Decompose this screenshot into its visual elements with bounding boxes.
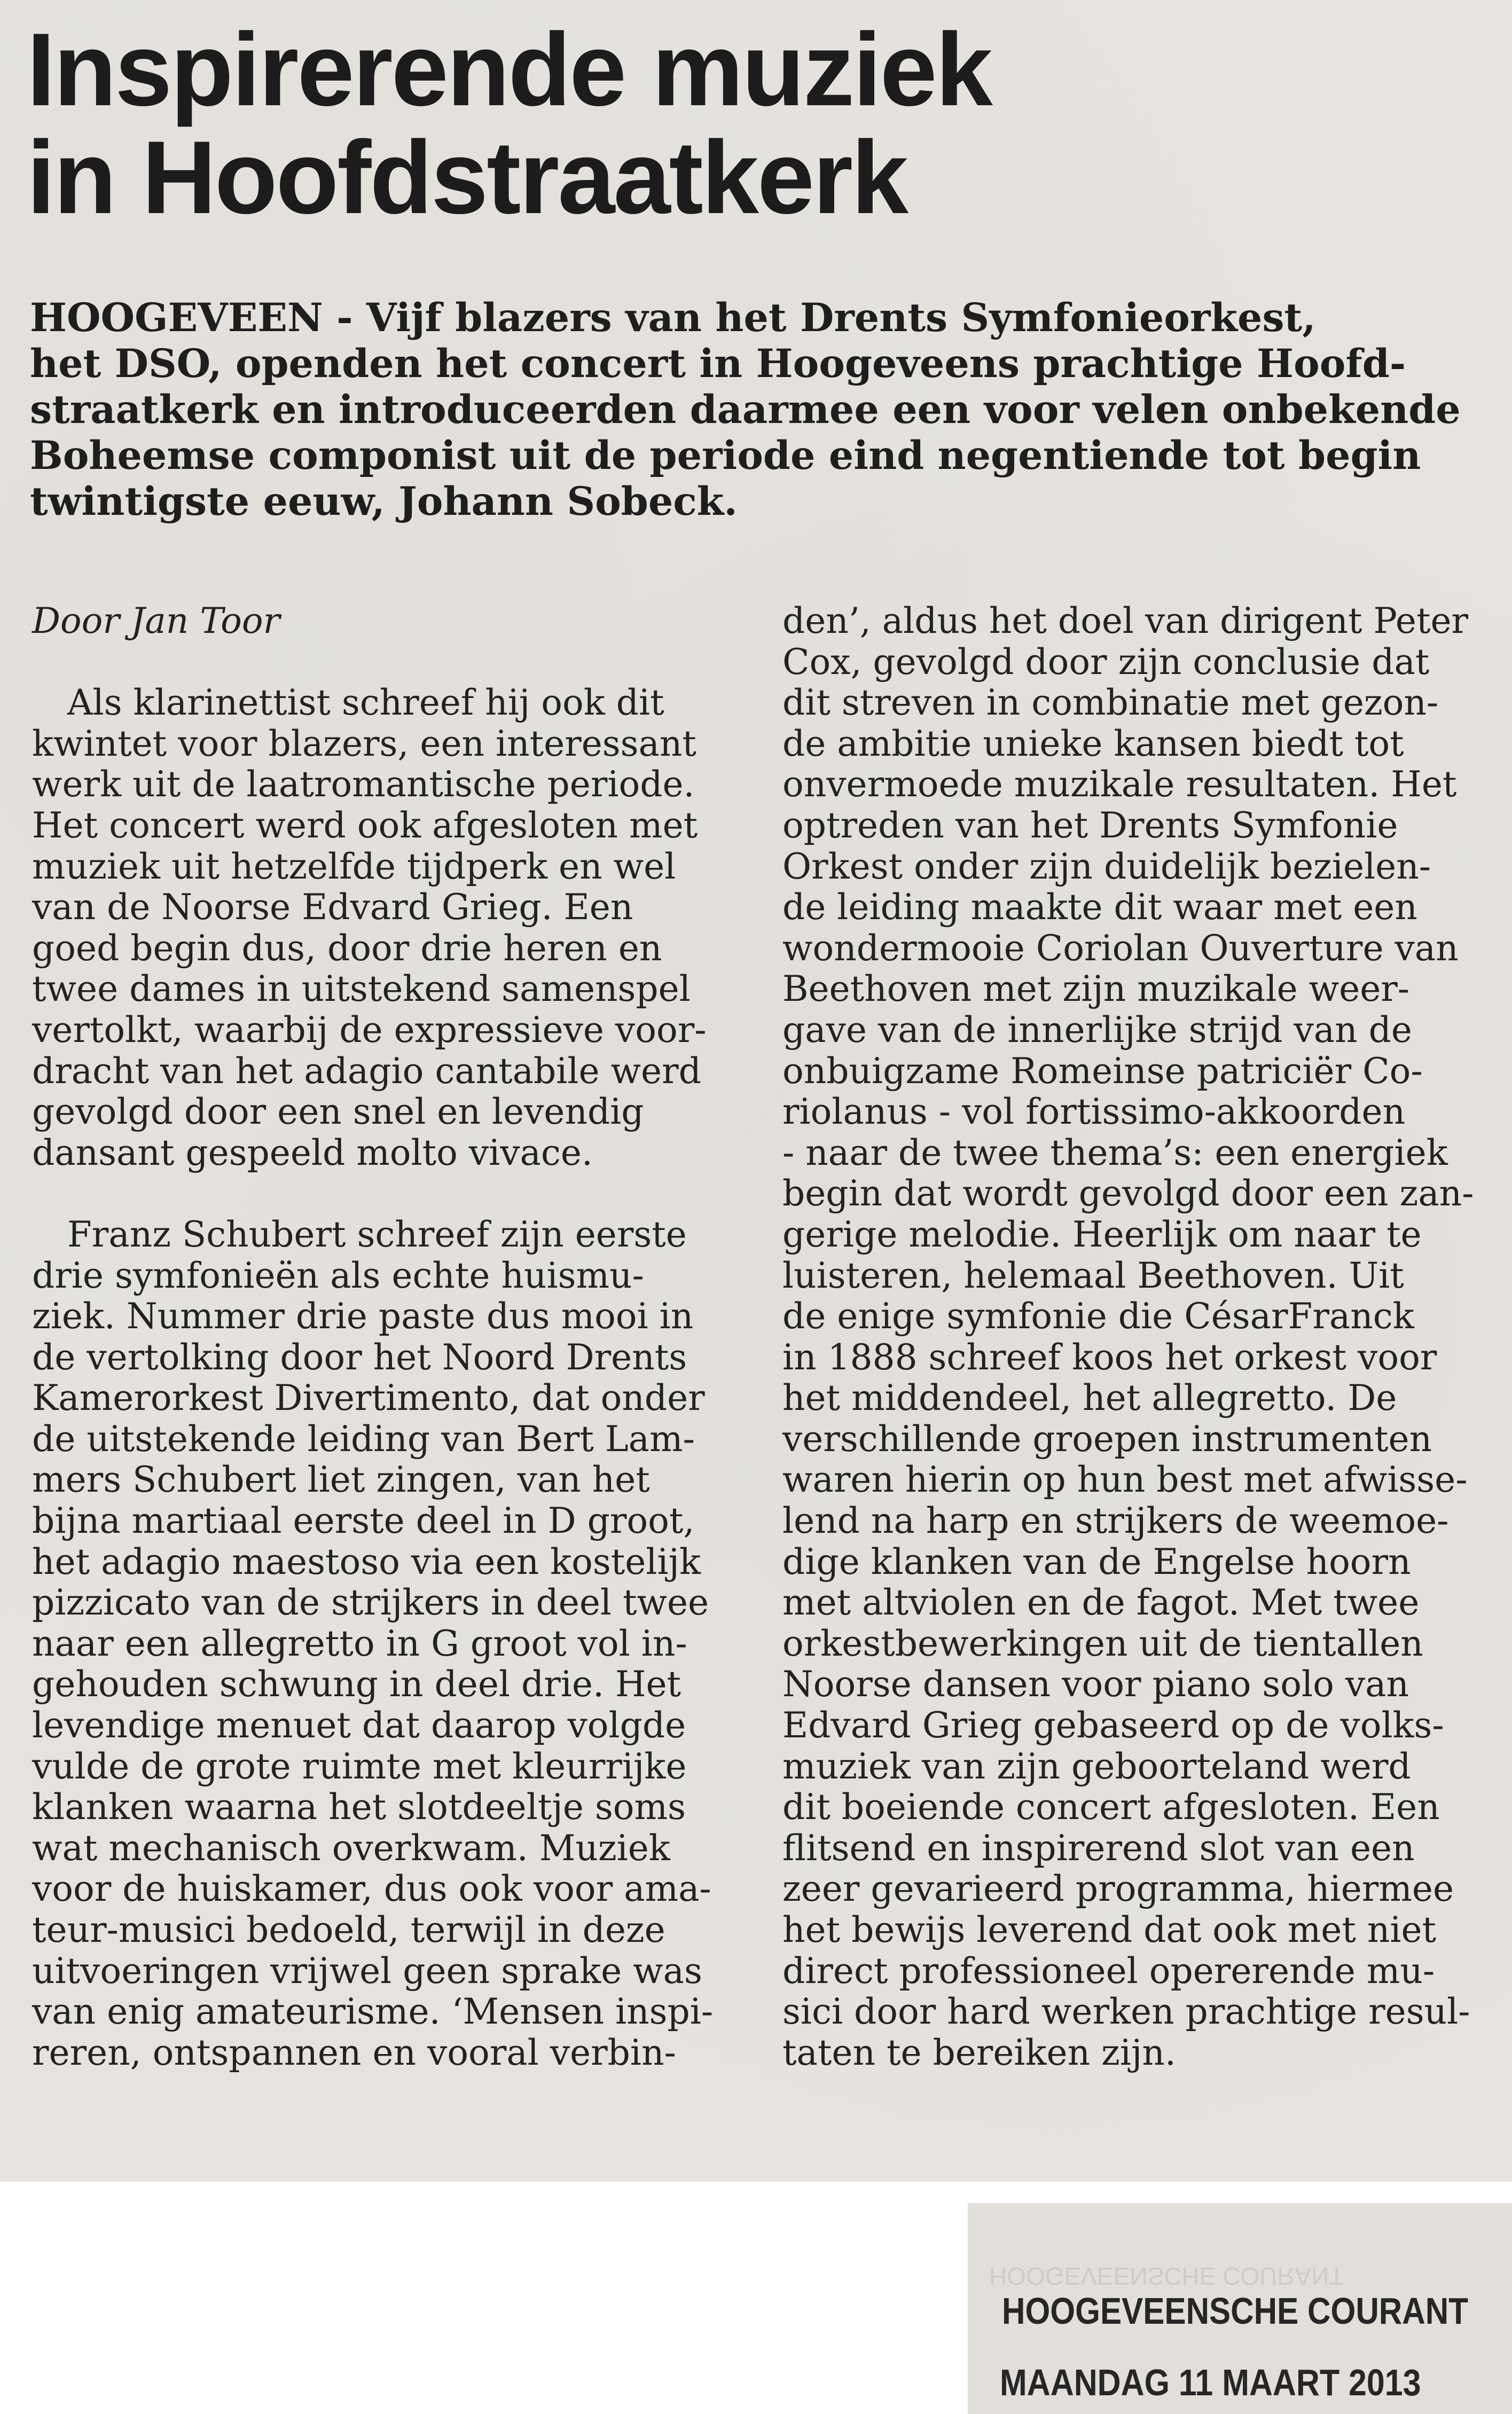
column-1-line: mers Schubert liet zingen, van het — [32, 1459, 650, 1501]
column-2-line: muziek van zijn geboorteland werd — [782, 1745, 1411, 1787]
headline — [27, 12, 1501, 236]
column-2-line: de ambitie unieke kansen biedt tot — [782, 723, 1404, 764]
column-2-line: den’, aldus het doel van dirigent Peter — [782, 600, 1469, 641]
column-2-line: direct professioneel opererende mu- — [782, 1950, 1435, 1992]
column-2-line: het middendeel, het allegretto. De — [782, 1377, 1397, 1419]
column-2-line: - naar de twee thema’s: een energiek — [782, 1132, 1448, 1173]
column-2-line: Beethoven met zijn muzikale weer- — [782, 968, 1410, 1010]
column-2-line: dit boeiende concert afgesloten. Een — [782, 1786, 1440, 1828]
column-2-line: zeer gevarieerd programma, hiermee — [782, 1868, 1454, 1910]
column-1-line: dansant gespeeld molto vivace. — [32, 1132, 593, 1173]
lead-paragraph — [30, 295, 1493, 524]
column-2-line: luisteren, helemaal Beethoven. Uit — [782, 1255, 1404, 1296]
column-1-line: werk uit de laatromantische periode. — [32, 764, 695, 805]
headline-line-2: in Hoofdstraatkerk — [27, 120, 907, 236]
column-2-line: dit streven in combinatie met gezon- — [782, 682, 1439, 724]
column-1-line: de vertolking door het Noord Drents — [32, 1336, 687, 1378]
column-1-line: bijna martiaal eerste deel in D groot, — [32, 1500, 695, 1542]
column-1-line: teur-musici bedoeld, terwijl in deze — [32, 1909, 665, 1950]
column-2-line: de enige symfonie die CésarFranck — [782, 1296, 1414, 1337]
column-2-line: waren hierin op hun best met afwisse- — [782, 1459, 1468, 1501]
column-2-line: begin dat wordt gevolgd door een zan- — [782, 1173, 1474, 1214]
column-2-line: lend na harp en strijkers de weemoe- — [782, 1500, 1449, 1542]
column-1-line: Kamerorkest Divertimento, dat onder — [32, 1377, 705, 1419]
publication-date: MAANDAG 11 MAART 2013 — [1000, 2362, 1421, 2403]
lead-line-1: HOOGEVEEN - Vijf blazers van het Drents Symfonieorkest, — [30, 295, 1316, 341]
column-1-line: gevolgd door een snel en levendig — [32, 1091, 644, 1133]
lead-line-4: Boheemse componist uit de periode eind negentiende tot begin — [30, 433, 1421, 479]
column-2-line: riolanus - vol fortissimo-akkoorden — [782, 1091, 1406, 1133]
byline: Door Jan Toor — [32, 600, 280, 641]
newspaper-source-label — [968, 2203, 1512, 2414]
article-column-1 — [32, 601, 742, 2073]
newspaper-name: HOOGEVEENSCHE COURANT — [1002, 2290, 1468, 2332]
column-2-line: gerige melodie. Heerlijk om naar te — [782, 1213, 1422, 1255]
lead-line-2: het DSO, openden het concert in Hoogeveens prachtige Hoofd- — [30, 341, 1406, 387]
column-1-line: van enig amateurisme. ‘Mensen inspi- — [32, 1991, 714, 2033]
column-1-line: muziek uit hetzelfde tijdperk en wel — [32, 845, 676, 887]
column-1-line: Het concert werd ook afgesloten met — [32, 804, 698, 846]
column-1-line: naar een allegretto in G groot vol in- — [32, 1623, 687, 1664]
article-column-2 — [782, 601, 1493, 2073]
column-2-line: in 1888 schreef koos het orkest voor — [782, 1336, 1437, 1378]
column-1-line: het adagio maestoso via een kostelijk — [32, 1541, 701, 1582]
column-2-line: taten te bereiken zijn. — [782, 2032, 1176, 2073]
column-1-line: Franz Schubert schreef zijn eerste — [67, 1213, 687, 1255]
paragraph-gap — [32, 642, 742, 683]
headline-line-1: Inspirerende muziek — [27, 12, 991, 128]
column-1-line: de uitstekende leiding van Bert Lam- — [32, 1418, 695, 1460]
column-2-line: Orkest onder zijn duidelijk bezielen- — [782, 845, 1431, 887]
column-2-line: Cox, gevolgd door zijn conclusie dat — [782, 641, 1430, 683]
lead-line-5: twintigste eeuw, Johann Sobeck. — [30, 479, 738, 524]
column-2-line: onbuigzame Romeinse patriciër Co- — [782, 1050, 1423, 1092]
column-2-line: Noorse dansen voor piano solo van — [782, 1664, 1409, 1705]
column-1-line: levendige menuet dat daarop volgde — [32, 1705, 686, 1746]
column-1-line: vertolkt, waarbij de expressieve voor- — [32, 1009, 707, 1051]
column-1-line: twee dames in uitstekend samenspel — [32, 968, 691, 1010]
column-1-line: pizzicato van de strijkers in deel twee — [32, 1582, 709, 1624]
column-2-line: de leiding maakte dit waar met een — [782, 887, 1417, 928]
column-2-line: gave van de innerlijke strijd van de — [782, 1009, 1412, 1051]
column-2-line: orkestbewerkingen uit de tientallen — [782, 1623, 1423, 1664]
column-1-line: uitvoeringen vrijwel geen sprake was — [32, 1950, 702, 1992]
column-2-line: optreden van het Drents Symfonie — [782, 804, 1398, 846]
column-1-line: ziek. Nummer drie paste dus mooi in — [32, 1296, 694, 1337]
column-1-line: van de Noorse Edvard Grieg. Een — [32, 887, 633, 928]
column-1-line: Als klarinettist schreef hij ook dit — [67, 682, 664, 724]
column-1-line: kwintet voor blazers, een interessant — [32, 723, 696, 764]
mirrored-show-through-text: HOOGEVEENSCHE COURANT — [989, 2262, 1344, 2290]
column-2-line: sici door hard werken prachtige resul- — [782, 1991, 1470, 2033]
column-2-line: wondermooie Coriolan Ouverture van — [782, 927, 1459, 969]
column-2-line: flitsend en inspirerend slot van een — [782, 1827, 1415, 1869]
column-1-line: wat mechanisch overkwam. Muziek — [32, 1827, 670, 1869]
column-2-line: met altviolen en de fagot. Met twee — [782, 1582, 1420, 1624]
column-1-line: reren, ontspannen en vooral verbin- — [32, 2032, 676, 2073]
column-1-line: vulde de grote ruimte met kleurrijke — [32, 1745, 687, 1787]
column-2-line: het bewijs leverend dat ook met niet — [782, 1909, 1437, 1950]
lead-line-3: straatkerk en introduceerden daarmee een voor velen onbekende — [30, 387, 1461, 433]
column-1-line: voor de huiskamer, dus ook voor ama- — [32, 1868, 711, 1910]
column-2-line: dige klanken van de Engelse hoorn — [782, 1541, 1411, 1582]
column-1-line: dracht van het adagio cantabile werd — [32, 1050, 701, 1092]
column-1-line: gehouden schwung in deel drie. Het — [32, 1664, 681, 1705]
column-2-line: onvermoede muzikale resultaten. Het — [782, 764, 1457, 805]
column-2-line: verschillende groepen instrumenten — [782, 1418, 1432, 1460]
paragraph-gap — [32, 1173, 742, 1214]
column-1-line: drie symfonieën als echte huismu- — [32, 1255, 644, 1296]
column-1-line: klanken waarna het slotdeeltje soms — [32, 1786, 686, 1828]
column-1-line: goed begin dus, door drie heren en — [32, 927, 662, 969]
column-2-line: Edvard Grieg gebaseerd op de volks- — [782, 1705, 1444, 1746]
